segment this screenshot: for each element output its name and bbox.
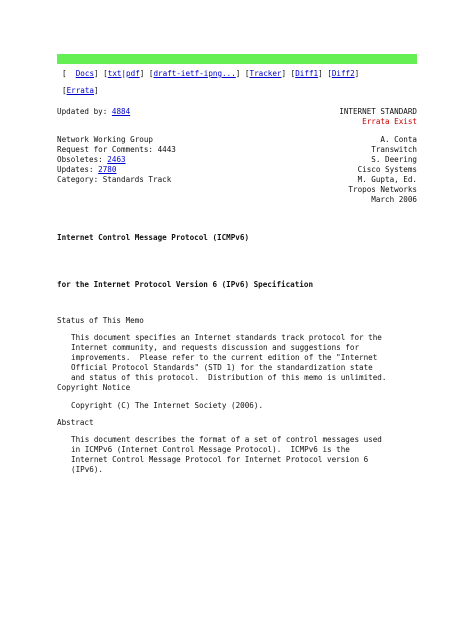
author-line: Tropos Networks xyxy=(348,185,417,194)
tracker-link[interactable]: Tracker xyxy=(249,69,282,78)
author-line: Cisco Systems xyxy=(357,165,417,174)
obsoletes xyxy=(57,155,126,165)
obsoletes-link[interactable]: 2463 xyxy=(107,155,126,164)
author-line: Transwitch xyxy=(371,145,417,154)
nav-separator: ] [ xyxy=(139,69,154,78)
status-paragraph-line: This document specifies an Internet standards track protocol for the xyxy=(71,333,382,342)
docs-link[interactable]: Docs xyxy=(75,69,95,78)
document-subtitle: for the Internet Protocol Version 6 (IPv6) Specification xyxy=(57,280,314,289)
header-bar xyxy=(57,54,417,64)
updated-by-link[interactable]: 4884 xyxy=(111,107,131,116)
status-paragraph-line: improvements. Please refer to the current edition of the "Internet xyxy=(71,353,378,362)
nav-separator: ] [ xyxy=(235,69,250,78)
copyright-heading: Copyright Notice xyxy=(57,383,131,392)
nav-separator: ] [ xyxy=(94,69,108,78)
abstract-heading: Abstract xyxy=(57,418,94,427)
status-paragraph-line: and status of this protocol. Distribution of this memo is unlimited. xyxy=(71,373,387,382)
author-line: A. Conta xyxy=(380,135,417,144)
nav-bracket: [ xyxy=(62,86,67,95)
status-paragraph-line: Internet community, and requests discussion and suggestions for xyxy=(71,343,360,352)
updates xyxy=(57,165,116,175)
diff2-link[interactable]: Diff2 xyxy=(331,69,355,78)
updates-link[interactable]: 2780 xyxy=(98,165,117,174)
nav-separator: ] [ xyxy=(318,69,332,78)
working-group: Network Working Group xyxy=(57,135,154,144)
document-title: Internet Control Message Protocol (ICMPv6) xyxy=(57,233,250,242)
category: Category: Standards Track xyxy=(57,175,172,184)
errata-exist-label: Errata Exist xyxy=(362,117,417,126)
abstract-paragraph-line: (IPv6). xyxy=(71,465,104,474)
nav-separator: | xyxy=(121,69,127,78)
errata-nav xyxy=(62,86,99,96)
nav-bracket: ] xyxy=(94,86,99,95)
author-line: M. Gupta, Ed. xyxy=(357,175,417,184)
txt-link[interactable]: txt xyxy=(107,69,122,78)
abstract-paragraph-line: in ICMPv6 (Internet Control Message Protocol). ICMPv6 is the xyxy=(71,445,350,454)
author-line: S. Deering xyxy=(371,155,417,164)
status-paragraph-line: Official Protocol Standards" (STD 1) for the standardization state xyxy=(71,363,373,372)
updated-by xyxy=(57,107,130,117)
abstract-paragraph-line: Internet Control Message Protocol for Internet Protocol version 6 xyxy=(71,455,369,464)
nav-bracket: ] xyxy=(354,69,360,78)
updated-by-label: Updated by: xyxy=(57,107,112,116)
nav-links xyxy=(62,69,359,79)
errata-link[interactable]: Errata xyxy=(66,86,95,95)
copyright-line: Copyright (C) The Internet Society (2006). xyxy=(71,401,264,410)
status-heading: Status of This Memo xyxy=(57,316,144,325)
pdf-link[interactable]: pdf xyxy=(126,69,140,78)
status-label: INTERNET STANDARD xyxy=(339,107,417,116)
draft-link[interactable]: draft-ietf-ipng... xyxy=(153,69,236,78)
updates-label: Updates: xyxy=(57,165,99,174)
publication-date: March 2006 xyxy=(371,195,417,204)
nav-separator: ] [ xyxy=(281,69,296,78)
diff1-link[interactable]: Diff1 xyxy=(295,69,319,78)
abstract-paragraph-line: This document describes the format of a set of control messages used xyxy=(71,435,382,444)
rfc-number: Request for Comments: 4443 xyxy=(57,145,176,154)
obsoletes-label: Obsoletes: xyxy=(57,155,108,164)
nav-bracket: [ xyxy=(62,69,67,78)
